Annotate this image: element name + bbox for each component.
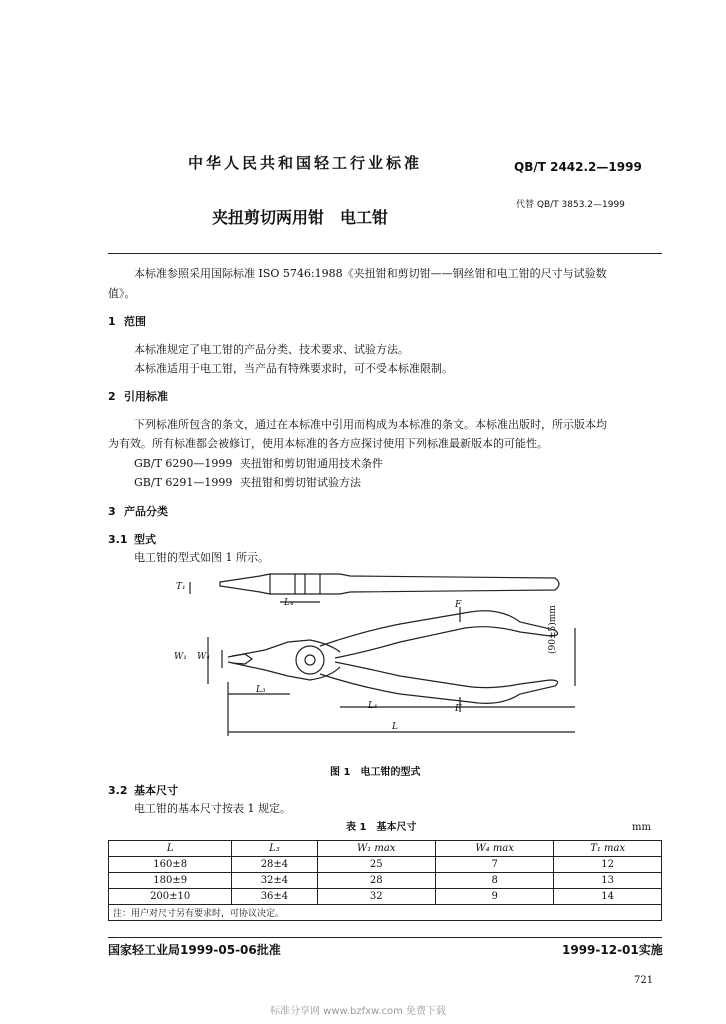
- section-1-para-2: 本标准适用于电工钳，当产品有特殊要求时，可不受本标准限制。: [134, 362, 453, 375]
- figure-caption: 图 1 电工钳的型式: [330, 767, 421, 778]
- fig-label-l: L: [392, 722, 398, 732]
- table-row: [109, 889, 662, 905]
- ref-name: 夹扭钳和剪切钳试验方法: [240, 476, 361, 489]
- fig-label-f-bottom: F: [455, 704, 462, 714]
- section-3-2-title: 基本尺寸: [134, 784, 178, 797]
- table-header: T₁ max: [554, 841, 662, 857]
- section-3-2-text: 电工钳的基本尺寸按表 1 规定。: [134, 802, 291, 815]
- table-cell: 28±4: [232, 857, 317, 873]
- table-cell: 180±9: [109, 873, 232, 889]
- section-1-number: 1: [108, 315, 116, 328]
- fig-label-f-top: F: [455, 600, 462, 610]
- fig-label-t1: T₁: [176, 582, 186, 592]
- section-2-para-1: 下列标准所包含的条文，通过在本标准中引用而构成为本标准的条文。本标准出版时，所示版本均: [134, 418, 607, 431]
- section-3-1-number: 3.1: [108, 533, 128, 546]
- section-3-1-title: 型式: [134, 533, 156, 546]
- table-cell: 28: [317, 873, 435, 889]
- table-header-row: [109, 841, 662, 857]
- intro-line-1: 本标准参照采用国际标准 ISO 5746:1988《夹扭钳和剪切钳——钢丝钳和电工钳的尺寸与试验数: [134, 267, 607, 280]
- table-cell: 36±4: [232, 889, 317, 905]
- fig-label-l4: L₄: [284, 598, 294, 608]
- table-header: W₁ max: [317, 841, 435, 857]
- table-header: L₃: [232, 841, 317, 857]
- table-cell: 7: [435, 857, 553, 873]
- table-note: 注：用户对尺寸另有要求时，可协议决定。: [109, 905, 662, 921]
- table-note-row: [109, 905, 662, 921]
- fig-label-l1: L₁: [368, 701, 378, 711]
- page-number: 721: [634, 975, 654, 986]
- table-unit: mm: [632, 822, 651, 833]
- figure-pliers-drawing: [170, 562, 610, 742]
- table-caption: 表 1 基本尺寸: [346, 822, 417, 833]
- approval-line: 国家轻工业局1999-05-06批准: [108, 943, 281, 957]
- table-header: W₄ max: [435, 841, 553, 857]
- document-title: 夹扭剪切两用钳 电工钳: [212, 208, 389, 227]
- replaces-note: 代替 QB/T 3853.2—1999: [516, 200, 625, 210]
- intro-line-2: 值》。: [108, 287, 136, 300]
- table-cell: 200±10: [109, 889, 232, 905]
- section-3-title: 产品分类: [124, 505, 168, 518]
- table-cell: 13: [554, 873, 662, 889]
- section-3-number: 3: [108, 505, 116, 518]
- table-cell: 25: [317, 857, 435, 873]
- section-1-para-1: 本标准规定了电工钳的产品分类、技术要求、试验方法。: [134, 343, 409, 356]
- effective-date: 1999-12-01实施: [562, 943, 663, 957]
- section-2-para-2: 为有效。所有标准都会被修订，使用本标准的各方应探讨使用下列标准最新版本的可能性。: [108, 437, 548, 450]
- section-2-number: 2: [108, 390, 116, 403]
- table-row: [109, 857, 662, 873]
- section-1-title: 范围: [124, 315, 146, 328]
- standard-code: QB/T 2442.2—1999: [514, 160, 642, 174]
- ref-name: 夹扭钳和剪切钳通用技术条件: [240, 457, 383, 470]
- fig-label-w1: W₁: [174, 652, 187, 662]
- table-cell: 9: [435, 889, 553, 905]
- industry-standard-title: 中华人民共和国轻工行业标准: [188, 154, 423, 172]
- table-cell: 8: [435, 873, 553, 889]
- ref-code: GB/T 6291—1999: [134, 476, 233, 489]
- fig-label-l3: L₃: [256, 685, 266, 695]
- section-3-1-text: 电工钳的型式如图 1 所示。: [134, 551, 269, 564]
- watermark: 标准分享网 www.bzfxw.com 免费下载: [270, 1006, 446, 1017]
- table-row: [109, 873, 662, 889]
- section-2-title: 引用标准: [124, 390, 168, 403]
- table-cell: 32: [317, 889, 435, 905]
- header-rule: [108, 253, 662, 254]
- fig-label-dim: (90±5)mm: [548, 605, 558, 654]
- table-cell: 14: [554, 889, 662, 905]
- table-cell: 12: [554, 857, 662, 873]
- table-cell: 32±4: [232, 873, 317, 889]
- fig-label-w4: W₄: [197, 652, 210, 662]
- ref-code: GB/T 6290—1999: [134, 457, 233, 470]
- basic-dimensions-table: [108, 840, 662, 921]
- section-3-2-number: 3.2: [108, 784, 128, 797]
- table-cell: 160±8: [109, 857, 232, 873]
- footer-rule: [108, 937, 662, 938]
- table-header: L: [109, 841, 232, 857]
